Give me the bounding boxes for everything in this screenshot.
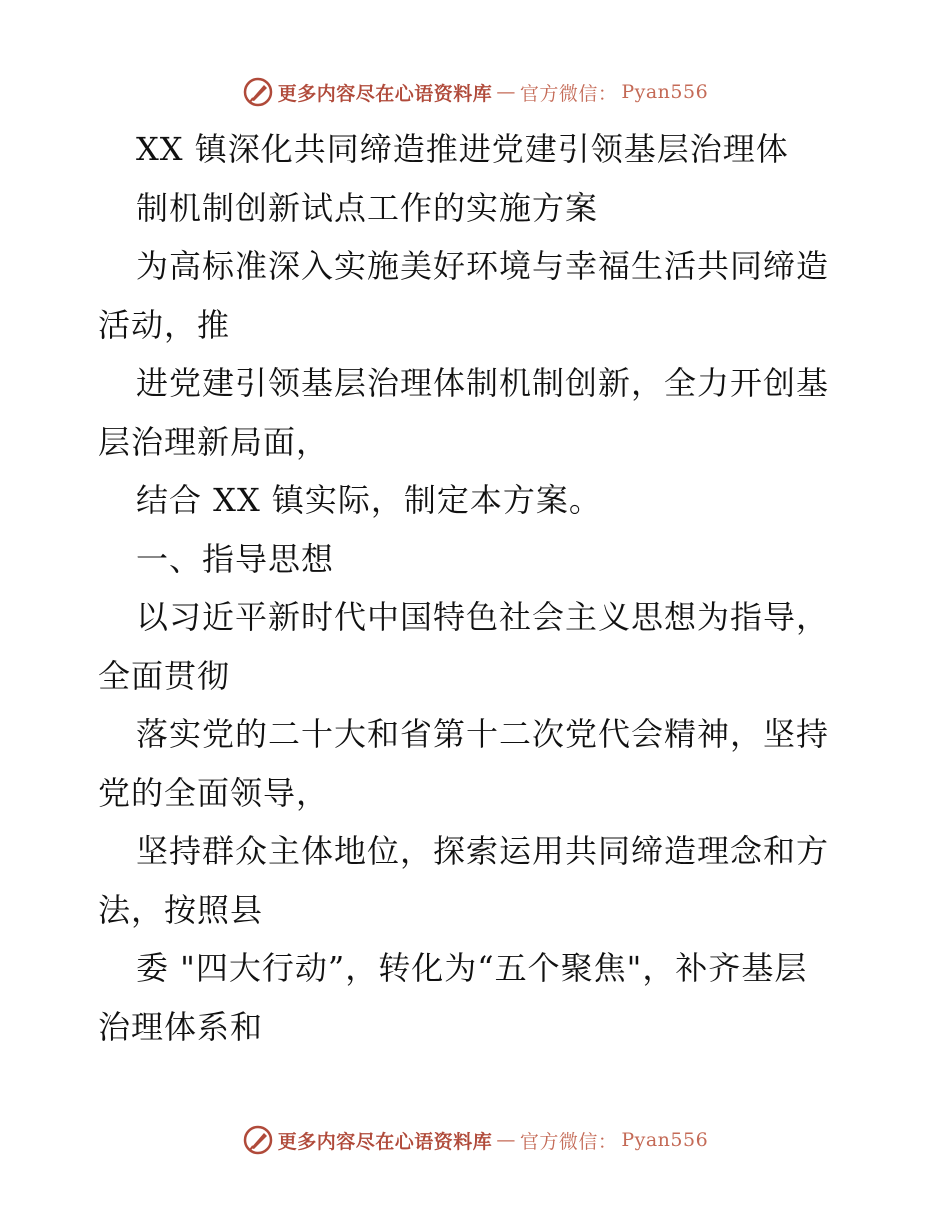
section-heading: 一、指导思想 [136, 539, 335, 578]
paragraph-line: 党的全面领导， [98, 773, 330, 812]
paragraph-line: 落实党的二十大和省第十二次党代会精神，坚持 [136, 715, 830, 753]
paragraph-line: 法，按照县 [98, 890, 264, 929]
document-body [98, 120, 858, 1056]
paragraph-line: 结合 XX 镇实际，制定本方案。 [136, 481, 602, 519]
document-title-line-1: XX 镇深化共同缔造推进党建引领基层治理体 [136, 130, 789, 168]
watermark-wechat-id: Pyan556 [621, 81, 709, 103]
footer-watermark-banner [0, 1120, 950, 1160]
paragraph-line: 进党建引领基层治理体制机制创新，全力开创基 [136, 364, 830, 402]
paragraph-line: 委 "四大行动”，转化为“五个聚焦"，补齐基层 [136, 949, 808, 987]
header-watermark-banner [0, 72, 950, 112]
watermark-brand-text: 更多内容尽在心语资料库 [277, 1130, 493, 1153]
watermark-separator: — [496, 81, 516, 103]
paragraph-line: 全面贯彻 [98, 656, 231, 695]
paragraph-line: 治理体系和 [98, 1007, 264, 1046]
watermark-wechat-label: 官方微信： [519, 82, 618, 105]
feather-pen-logo-icon [242, 1124, 274, 1156]
watermark-separator: — [496, 1129, 516, 1151]
document-title-line-2: 制机制创新试点工作的实施方案 [136, 188, 599, 227]
watermark-wechat-id: Pyan556 [621, 1129, 709, 1151]
paragraph-line: 活动，推 [98, 305, 231, 344]
watermark-brand-text: 更多内容尽在心语资料库 [277, 82, 493, 105]
feather-pen-logo-icon [242, 76, 274, 108]
paragraph-line: 以习近平新时代中国特色社会主义思想为指导， [136, 598, 830, 636]
watermark-wechat-label: 官方微信： [519, 1130, 618, 1153]
paragraph-line: 为高标准深入实施美好环境与幸福生活共同缔造 [136, 247, 830, 285]
paragraph-line: 层治理新局面， [98, 422, 330, 461]
paragraph-line: 坚持群众主体地位，探索运用共同缔造理念和方 [136, 832, 830, 870]
